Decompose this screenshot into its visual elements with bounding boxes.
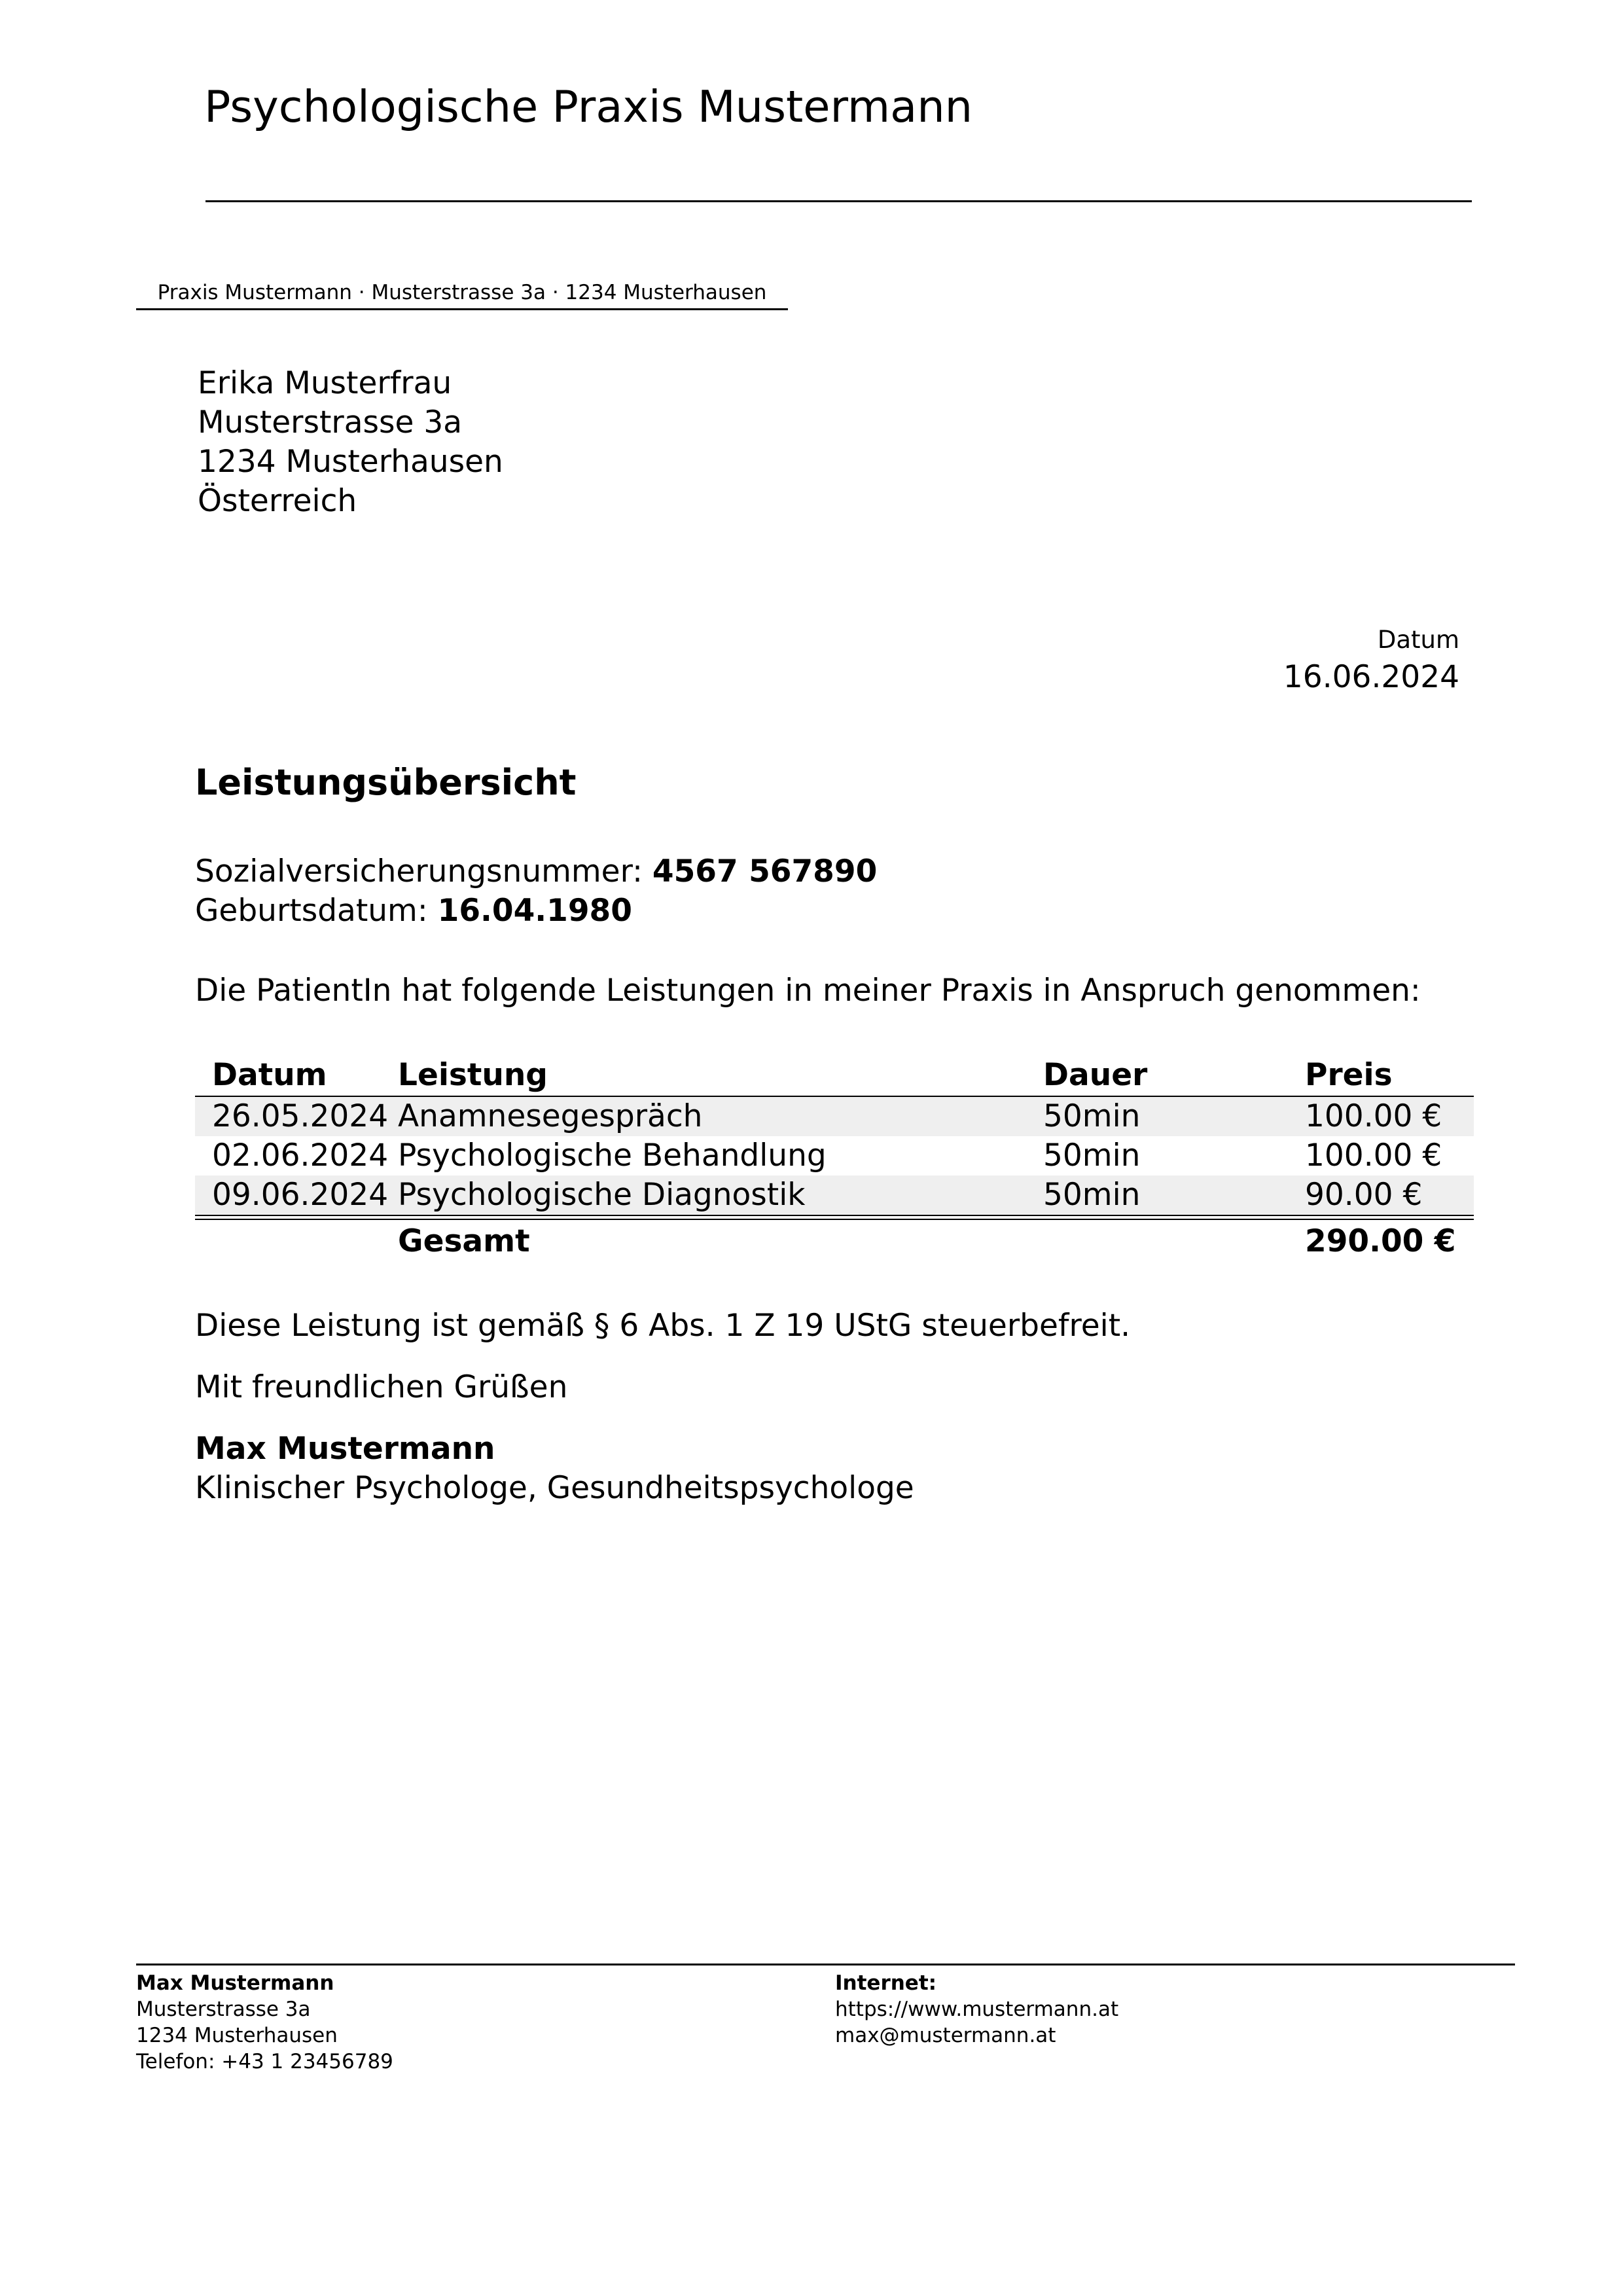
- total-value: 290.00 €: [1305, 1223, 1456, 1259]
- table-total-row: [195, 1220, 1474, 1261]
- date-value: 16.06.2024: [1283, 659, 1459, 695]
- header-service: Leistung: [398, 1057, 548, 1093]
- row-duration: 50min: [1043, 1177, 1141, 1213]
- intro-text: Die PatientIn hat folgende Leistungen in meiner Praxis in Anspruch genommen:: [195, 973, 1421, 1009]
- patient-info: [195, 852, 877, 931]
- row-service: Psychologische Diagnostik: [398, 1177, 806, 1213]
- closing-greeting: Mit freundlichen Grüßen: [195, 1369, 568, 1405]
- practice-title: Psychologische Praxis Mustermann: [204, 81, 973, 132]
- row-service: Psychologische Behandlung: [398, 1138, 827, 1174]
- row-date: 09.06.2024: [212, 1177, 389, 1213]
- row-duration: 50min: [1043, 1138, 1141, 1174]
- row-date: 02.06.2024: [212, 1138, 389, 1174]
- table-row: [195, 1175, 1474, 1215]
- recipient-city: 1234 Musterhausen: [198, 444, 503, 480]
- table-row: [195, 1097, 1474, 1136]
- table-header-row: [195, 1055, 1474, 1096]
- footer-phone: Telefon: +43 1 23456789: [136, 2050, 393, 2073]
- svn-value: 4567 567890: [652, 853, 878, 889]
- footer-contact: [136, 1970, 393, 2075]
- row-price: 100.00 €: [1305, 1098, 1442, 1134]
- tax-note: Diese Leistung ist gemäß § 6 Abs. 1 Z 19 UStG steuerbefreit.: [195, 1308, 1131, 1344]
- row-date: 26.05.2024: [212, 1098, 389, 1134]
- footer-website-link[interactable]: https://www.mustermann.at: [835, 1998, 1119, 2021]
- footer-internet-heading: Internet:: [835, 1971, 937, 1995]
- dob-value: 16.04.1980: [437, 893, 632, 929]
- sender-divider: [136, 308, 788, 310]
- table-row: [195, 1136, 1474, 1175]
- recipient-street: Musterstrasse 3a: [198, 404, 463, 440]
- document-heading: Leistungsübersicht: [195, 762, 577, 803]
- dob-label: Geburtsdatum:: [195, 893, 428, 929]
- footer-name: Max Mustermann: [136, 1971, 334, 1995]
- row-service: Anamnesegespräch: [398, 1098, 703, 1134]
- row-price: 100.00 €: [1305, 1138, 1442, 1174]
- footer-city: 1234 Musterhausen: [136, 2024, 338, 2047]
- signature-title: Klinischer Psychologe, Gesundheitspsychologe: [195, 1470, 914, 1506]
- date-label: Datum: [1377, 626, 1459, 654]
- recipient-address: [198, 364, 503, 521]
- date-block: [1283, 623, 1459, 698]
- footer-email-link[interactable]: max@mustermann.at: [835, 2024, 1056, 2047]
- footer-internet: [835, 1970, 1118, 2049]
- signature-name: Max Mustermann: [195, 1431, 495, 1467]
- footer-street: Musterstrasse 3a: [136, 1998, 311, 2021]
- sender-address-line: Praxis Mustermann · Musterstrasse 3a · 1234 Musterhausen: [157, 281, 767, 304]
- header-date: Datum: [212, 1057, 327, 1093]
- header-duration: Dauer: [1043, 1057, 1148, 1093]
- svn-label: Sozialversicherungsnummer:: [195, 853, 643, 889]
- header-price: Preis: [1305, 1057, 1393, 1093]
- row-price: 90.00 €: [1305, 1177, 1423, 1213]
- recipient-name: Erika Musterfrau: [198, 365, 452, 401]
- recipient-country: Österreich: [198, 483, 357, 519]
- services-table: [195, 1055, 1474, 1261]
- svn-line: [195, 852, 877, 891]
- header-divider: [205, 200, 1472, 202]
- dob-line: [195, 891, 877, 931]
- footer-divider: [136, 1964, 1515, 1965]
- total-label: Gesamt: [398, 1223, 530, 1259]
- table-total-rule: [195, 1215, 1474, 1220]
- row-duration: 50min: [1043, 1098, 1141, 1134]
